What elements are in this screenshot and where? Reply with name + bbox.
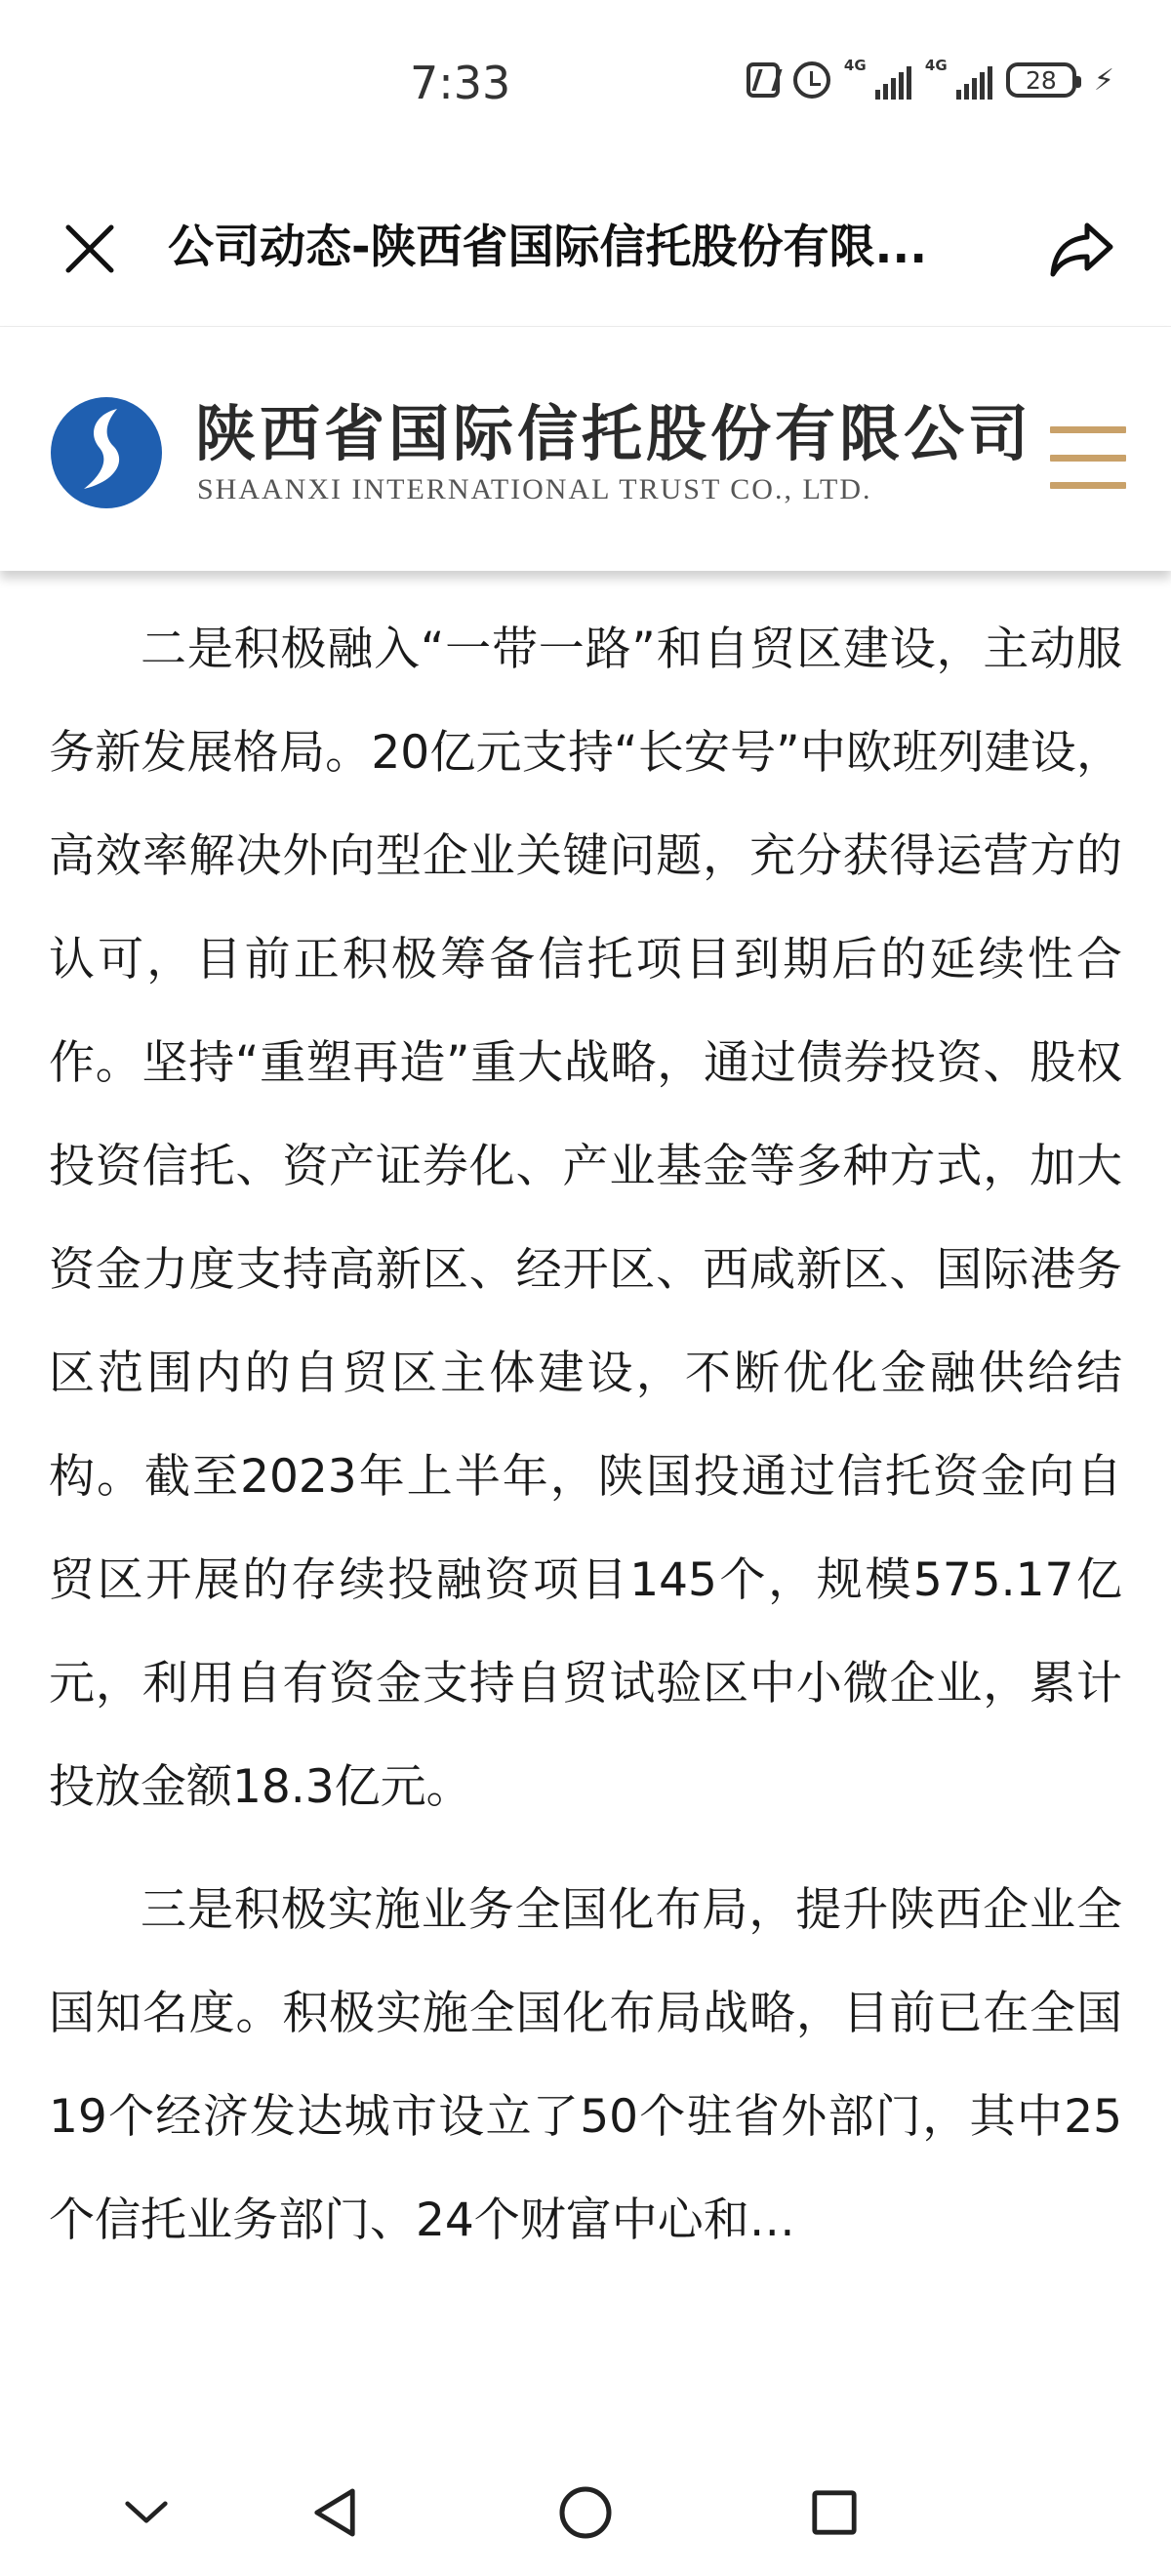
- share-button[interactable]: [1040, 212, 1124, 286]
- battery-icon: [1006, 62, 1076, 98]
- logo-english-name: SHAANXI INTERNATIONAL TRUST CO., LTD.: [197, 473, 872, 505]
- recents-square-icon: [810, 2488, 859, 2537]
- battery-level: 28: [1026, 65, 1057, 95]
- signal-label: 4G: [843, 57, 867, 74]
- article-paragraph: 三是积极实施业务全国化布局，提升陕西企业全国知名度。积极实施全国化布局战略，目前已在全国19个经济发达城市设立了50个驻省外部门，其中25个信托业务部门、24个财富中心和…: [49, 1883, 1122, 2247]
- home-circle-icon: [558, 2485, 613, 2540]
- share-icon: [1048, 220, 1116, 278]
- logo-chinese-name: 陕西省国际信托股份有限公司: [195, 398, 1033, 469]
- chevron-down-icon: [124, 2499, 169, 2526]
- signal-icon: [924, 57, 992, 100]
- back-button[interactable]: [301, 2478, 369, 2547]
- signal-icon: [843, 57, 911, 100]
- back-triangle-icon: [311, 2486, 358, 2539]
- alarm-icon: [793, 61, 830, 99]
- page-title: 公司动态-陕西省国际信托股份有限...: [168, 221, 928, 274]
- browser-title-bar: [0, 171, 1171, 327]
- close-button[interactable]: [51, 210, 129, 288]
- article-paragraph: 二是积极融入“一带一路”和自贸区建设，主动服务新发展格局。20亿元支持“长安号”中欧班列建设，高效率解决外向型企业关键问题，充分获得运营方的认可，目前正积极筹备信托项目到期后的延续性合作。坚持“重塑再造”重大战略，通过债券投资、股权投资信托、资产证券化、产业基金等多种方式，加大资金力度支持高新区、经开区、西咸新区、国际港务区范围内的自贸区主体建设，不断优化金融供给结构。截至2023年上半年，陕国投通过信托资金向自贸区开展的存续投融资项目145个，规模575.17亿元，利用自有资金支持自贸试验区中小微企业，累计投放金额18.3亿元。: [49, 623, 1122, 1814]
- signal-label: 4G: [924, 57, 948, 74]
- recents-button[interactable]: [800, 2478, 868, 2547]
- status-icons: [747, 57, 1114, 100]
- charging-icon: ⚡: [1093, 62, 1114, 98]
- close-icon: [62, 221, 117, 276]
- site-header: [0, 327, 1171, 571]
- status-time: 7:33: [410, 57, 511, 109]
- system-nav-bar: [0, 2449, 1171, 2576]
- company-logo-icon[interactable]: [49, 395, 164, 510]
- status-bar: [0, 0, 1171, 171]
- home-button[interactable]: [551, 2478, 620, 2547]
- collapse-button[interactable]: [112, 2478, 181, 2547]
- hamburger-menu-icon[interactable]: [1050, 423, 1126, 493]
- article-body: [49, 571, 1122, 2449]
- nfc-icon: [747, 62, 780, 98]
